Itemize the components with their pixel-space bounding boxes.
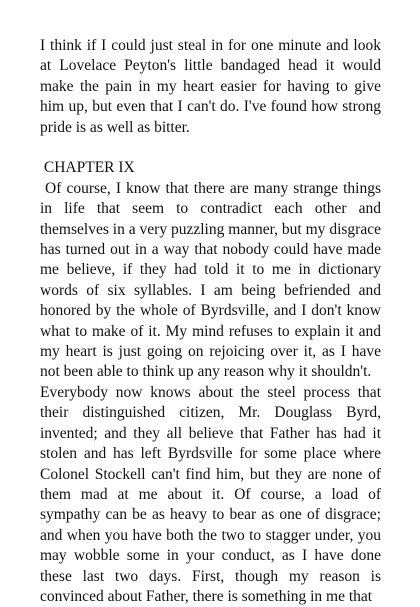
paragraph-chapter-opening: Of course, I know that there are many strange things in life that seem to contradict each other and themselves in a very puzzling manner, but my disgrace has turned out in a way that nobody could have made me believe, if they had told it to me in dictionary words of six syllables. I am being befriended and honored by the whole of Byrdsville, and I don't know what to make of it. My mind refuses to explain it and my heart is just going on rejoicing over it, as I have not been able to think up any reason why it shouldn't. bbox=[40, 179, 385, 381]
chapter-heading: CHAPTER IX bbox=[40, 159, 135, 177]
paragraph-intro: I think if I could just steal in for one minute and look at Lovelace Peyton's little bandaged head it would make the pain in my heart easier for having to give him up, but even that I can't do. I've found how strong pride is as well as bitter. bbox=[40, 37, 381, 136]
paragraph-steel-process: Everybody now knows about the steel process that their distinguished citizen, Mr. Douglass Byrd, invented; and they all believe that Father has had it stolen and has left Byrdsville for some place where Colonel Stockell can't find him, but they are none of them mad at me about it. Of course, a load of sympathy can be as heavy to bear as one of disgrace; and when you have both the two to stagger under, you may wobble some in your conduct, as I have done these last two days. First, though my reason is convinced about Father, there is something in me that bbox=[40, 383, 381, 605]
paragraph-spacer bbox=[40, 138, 381, 158]
document-page bbox=[40, 36, 385, 607]
